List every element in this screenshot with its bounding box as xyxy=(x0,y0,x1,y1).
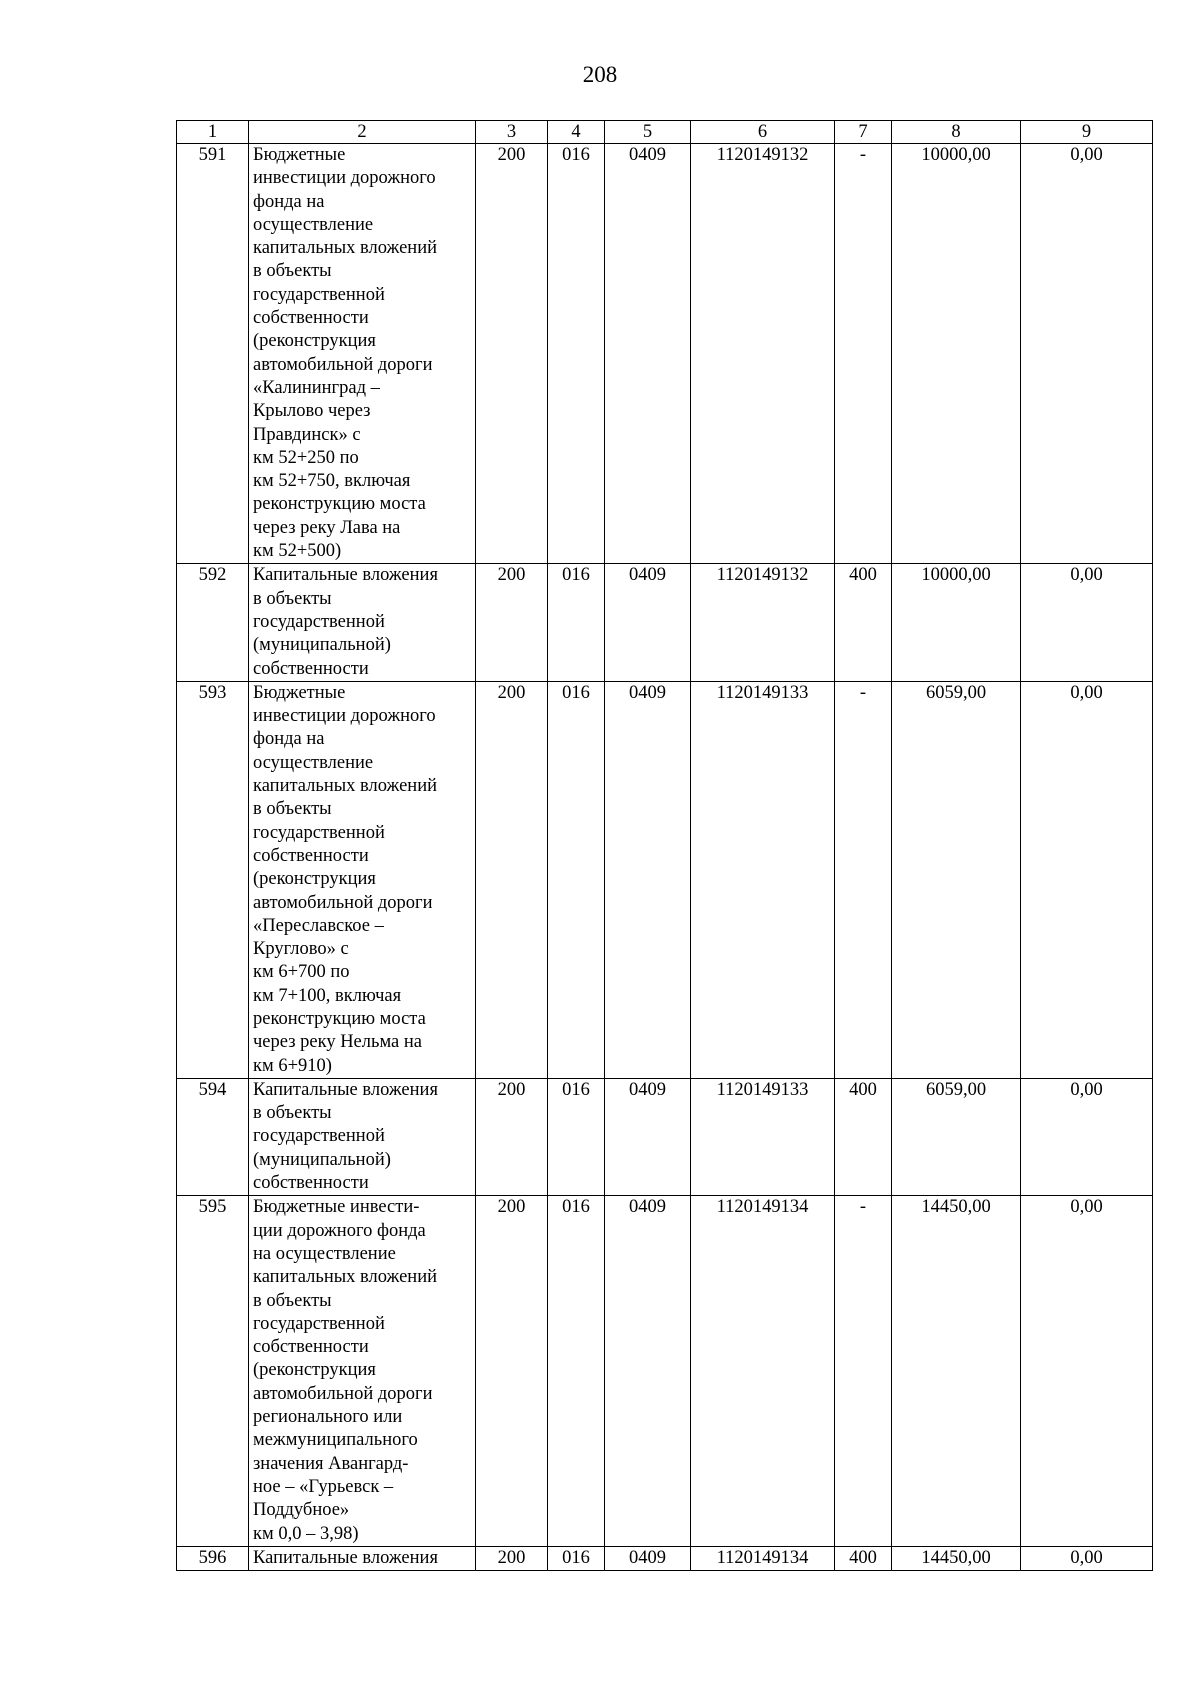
row-cell-c3: 200 xyxy=(476,1546,548,1570)
page-number: 208 xyxy=(582,62,618,87)
description-line: Правдинск» с xyxy=(253,424,361,445)
description-line: капитальных вложений xyxy=(253,776,437,797)
row-number: 594 xyxy=(177,1078,249,1195)
table-row xyxy=(177,1078,1153,1195)
row-description xyxy=(249,1078,476,1195)
description-line: на осуществление xyxy=(253,1243,396,1264)
description-line: инвестиции дорожного xyxy=(253,706,436,727)
description-line: Капитальные вложения xyxy=(253,1079,438,1100)
description-line: межмуниципального xyxy=(253,1430,418,1451)
row-cell-c5: 0409 xyxy=(605,144,691,564)
row-cell-c8: 14450,00 xyxy=(892,1546,1021,1570)
budget-table xyxy=(176,120,1153,1571)
table-row xyxy=(177,681,1153,1078)
description-line: автомобильной дороги xyxy=(253,892,433,913)
row-cell-c3: 200 xyxy=(476,681,548,1078)
description-line: осуществление xyxy=(253,752,374,773)
row-cell-c8: 6059,00 xyxy=(892,1078,1021,1195)
row-cell-c5: 0409 xyxy=(605,1196,691,1546)
description-line: «Калининград – xyxy=(253,377,380,398)
header-cell-4: 4 xyxy=(548,121,605,144)
row-cell-c9: 0,00 xyxy=(1021,1196,1153,1546)
row-cell-c3: 200 xyxy=(476,144,548,564)
row-cell-c9: 0,00 xyxy=(1021,1546,1153,1570)
header-cell-9: 9 xyxy=(1021,121,1153,144)
description-line: собственности xyxy=(253,658,369,679)
description-line: реконструкцию моста xyxy=(253,494,426,515)
row-cell-c3: 200 xyxy=(476,1196,548,1546)
description-line: государственной xyxy=(253,1313,385,1334)
row-cell-c9: 0,00 xyxy=(1021,681,1153,1078)
header-cell-2: 2 xyxy=(249,121,476,144)
description-line: в объекты xyxy=(253,588,332,609)
row-cell-c7: - xyxy=(835,1196,892,1546)
description-line: Капитальные вложения xyxy=(253,1547,438,1568)
description-line: ции дорожного фонда xyxy=(253,1220,426,1241)
header-cell-8: 8 xyxy=(892,121,1021,144)
description-line: км 6+910) xyxy=(253,1055,332,1076)
row-cell-c8: 10000,00 xyxy=(892,564,1021,681)
row-cell-c8: 6059,00 xyxy=(892,681,1021,1078)
table-row xyxy=(177,1546,1153,1570)
row-number: 596 xyxy=(177,1546,249,1570)
description-line: км 0,0 – 3,98) xyxy=(253,1523,359,1544)
header-cell-3: 3 xyxy=(476,121,548,144)
row-description xyxy=(249,1546,476,1570)
row-cell-c4: 016 xyxy=(548,681,605,1078)
row-cell-c5: 0409 xyxy=(605,1546,691,1570)
row-cell-c6: 1120149132 xyxy=(691,564,835,681)
description-line: в объекты xyxy=(253,799,332,820)
row-number: 593 xyxy=(177,681,249,1078)
row-cell-c9: 0,00 xyxy=(1021,1078,1153,1195)
description-line: км 52+250 по xyxy=(253,447,359,468)
row-description xyxy=(249,681,476,1078)
description-line: собственности xyxy=(253,845,369,866)
table-body xyxy=(177,144,1153,1571)
description-line: регионального или xyxy=(253,1407,403,1428)
description-line: Бюджетные инвести- xyxy=(253,1197,420,1218)
row-cell-c4: 016 xyxy=(548,1078,605,1195)
description-line: Круглово» с xyxy=(253,939,349,960)
description-line: автомобильной дороги xyxy=(253,1383,433,1404)
description-line: ное – «Гурьевск – xyxy=(253,1476,394,1497)
header-cell-5: 5 xyxy=(605,121,691,144)
row-cell-c6: 1120149132 xyxy=(691,144,835,564)
header-cell-1: 1 xyxy=(177,121,249,144)
description-line: Бюджетные xyxy=(253,682,346,703)
description-line: км 52+750, включая xyxy=(253,471,411,492)
row-cell-c5: 0409 xyxy=(605,1078,691,1195)
row-cell-c3: 200 xyxy=(476,564,548,681)
description-line: км 6+700 по xyxy=(253,962,350,983)
description-line: государственной xyxy=(253,284,385,305)
description-line: осуществление xyxy=(253,214,374,235)
description-line: государственной xyxy=(253,611,385,632)
row-cell-c7: 400 xyxy=(835,1078,892,1195)
description-line: «Переславское – xyxy=(253,915,384,936)
description-line: в объекты xyxy=(253,261,332,282)
row-description xyxy=(249,1196,476,1546)
description-line: через реку Нельма на xyxy=(253,1032,422,1053)
table-row xyxy=(177,144,1153,564)
table-row xyxy=(177,564,1153,681)
description-line: (муниципальной) xyxy=(253,1149,391,1170)
row-description xyxy=(249,144,476,564)
description-line: км 52+500) xyxy=(253,541,342,562)
row-number: 595 xyxy=(177,1196,249,1546)
row-cell-c6: 1120149133 xyxy=(691,1078,835,1195)
row-cell-c6: 1120149134 xyxy=(691,1196,835,1546)
row-number: 591 xyxy=(177,144,249,564)
row-cell-c7: 400 xyxy=(835,564,892,681)
row-cell-c9: 0,00 xyxy=(1021,564,1153,681)
row-cell-c6: 1120149134 xyxy=(691,1546,835,1570)
row-cell-c4: 016 xyxy=(548,1196,605,1546)
description-line: (муниципальной) xyxy=(253,635,391,656)
description-line: капитальных вложений xyxy=(253,1267,437,1288)
description-line: государственной xyxy=(253,1126,385,1147)
description-line: собственности xyxy=(253,308,369,329)
header-cell-6: 6 xyxy=(691,121,835,144)
description-line: автомобильной дороги xyxy=(253,354,433,375)
description-line: капитальных вложений xyxy=(253,238,437,259)
row-cell-c5: 0409 xyxy=(605,564,691,681)
description-line: собственности xyxy=(253,1337,369,1358)
description-line: Крылово через xyxy=(253,401,371,422)
description-line: реконструкцию моста xyxy=(253,1008,426,1029)
row-number: 592 xyxy=(177,564,249,681)
description-line: Бюджетные xyxy=(253,145,346,165)
row-description xyxy=(249,564,476,681)
description-line: инвестиции дорожного xyxy=(253,168,436,189)
description-line: км 7+100, включая xyxy=(253,985,402,1006)
description-line: Поддубное» xyxy=(253,1500,350,1521)
header-cell-7: 7 xyxy=(835,121,892,144)
description-line: (реконструкция xyxy=(253,1360,376,1381)
description-line: в объекты xyxy=(253,1290,332,1311)
row-cell-c7: - xyxy=(835,144,892,564)
table-header xyxy=(177,121,1153,144)
description-line: фонда на xyxy=(253,729,325,750)
header-row xyxy=(177,121,1153,144)
description-line: собственности xyxy=(253,1173,369,1194)
description-line: (реконструкция xyxy=(253,331,376,352)
row-cell-c8: 14450,00 xyxy=(892,1196,1021,1546)
row-cell-c7: - xyxy=(835,681,892,1078)
row-cell-c7: 400 xyxy=(835,1546,892,1570)
row-cell-c4: 016 xyxy=(548,564,605,681)
description-line: (реконструкция xyxy=(253,869,376,890)
description-line: фонда на xyxy=(253,191,325,212)
description-line: Капитальные вложения xyxy=(253,565,438,586)
description-line: государственной xyxy=(253,822,385,843)
row-cell-c5: 0409 xyxy=(605,681,691,1078)
description-line: в объекты xyxy=(253,1103,332,1124)
description-line: через реку Лава на xyxy=(253,517,401,538)
table-row xyxy=(177,1196,1153,1546)
row-cell-c3: 200 xyxy=(476,1078,548,1195)
row-cell-c9: 0,00 xyxy=(1021,144,1153,564)
description-line: значения Авангард- xyxy=(253,1453,409,1474)
row-cell-c4: 016 xyxy=(548,144,605,564)
row-cell-c8: 10000,00 xyxy=(892,144,1021,564)
row-cell-c6: 1120149133 xyxy=(691,681,835,1078)
row-cell-c4: 016 xyxy=(548,1546,605,1570)
